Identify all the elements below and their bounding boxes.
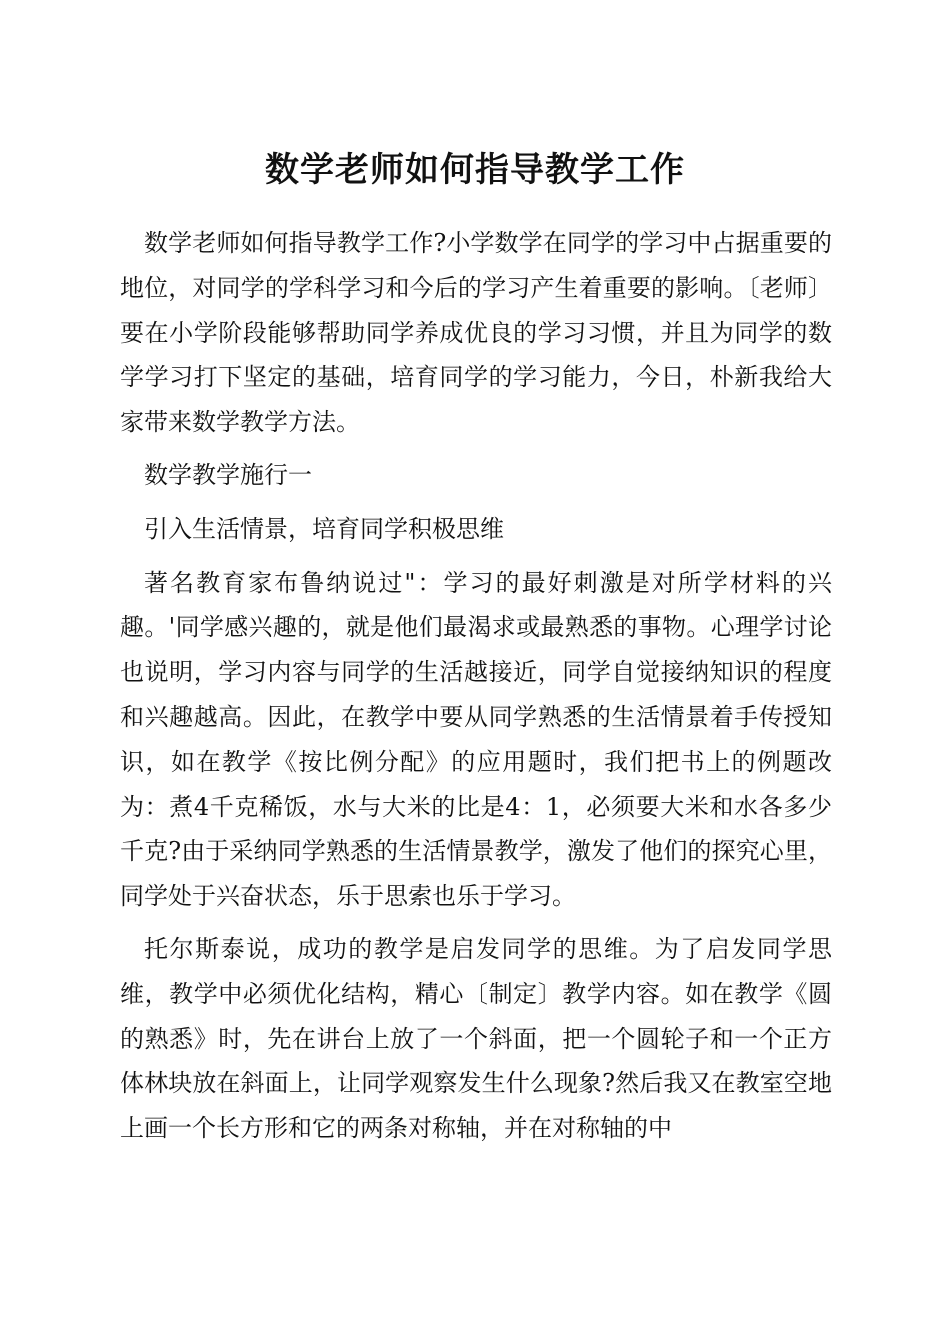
paragraph-intro: 数学老师如何指导教学工作?小学数学在同学的学习中占据重要的地位，对同学的学科学习和今后的学习产生着重要的影响。〔老师〕要在小学阶段能够帮助同学养成优良的学习习惯，并且为同学的数学学习打下坚定的基础，培育同学的学习能力，今日，朴新我给大家带来数学教学方法。 [120, 229, 832, 437]
subsection-heading: 引入生活情景，培育同学积极思维 [144, 514, 504, 543]
document-title: 数学老师如何指导教学工作 [265, 150, 685, 190]
paragraph-bruner: 著名教育家布鲁纳说过"：学习的最好刺激是对所学材料的兴趣。'同学感兴趣的，就是他们最渴求或最熟悉的事物。心理学讨论也说明，学习内容与同学的生活越接近，同学自觉接纳知识的程度和兴趣越高。因此，在教学中要从同学熟悉的生活情景着手传授知识，如在教学《按比例分配》的应用题时，我们把书上的例题改为：煮4千克稀饭，水与大米的比是4：1，必须要大米和水各多少千克?由于采纳同学熟悉的生活情景教学，激发了他们的探究心里，同学处于兴奋状态，乐于思索也乐于学习。 [120, 568, 832, 911]
paragraph-tolstoy: 托尔斯泰说，成功的教学是启发同学的思维。为了启发同学思维，教学中必须优化结构，精心〔制定〕教学内容。如在教学《圆的熟悉》时，先在讲台上放了一个斜面，把一个圆轮子和一个正方体林块放在斜面上，让同学观察发生什么现象?然后我又在教室空地上画一个长方形和它的两条对称轴，并在对称轴的中 [120, 934, 832, 1143]
document-body [120, 221, 832, 1159]
section-heading: 数学教学施行一 [144, 460, 312, 489]
